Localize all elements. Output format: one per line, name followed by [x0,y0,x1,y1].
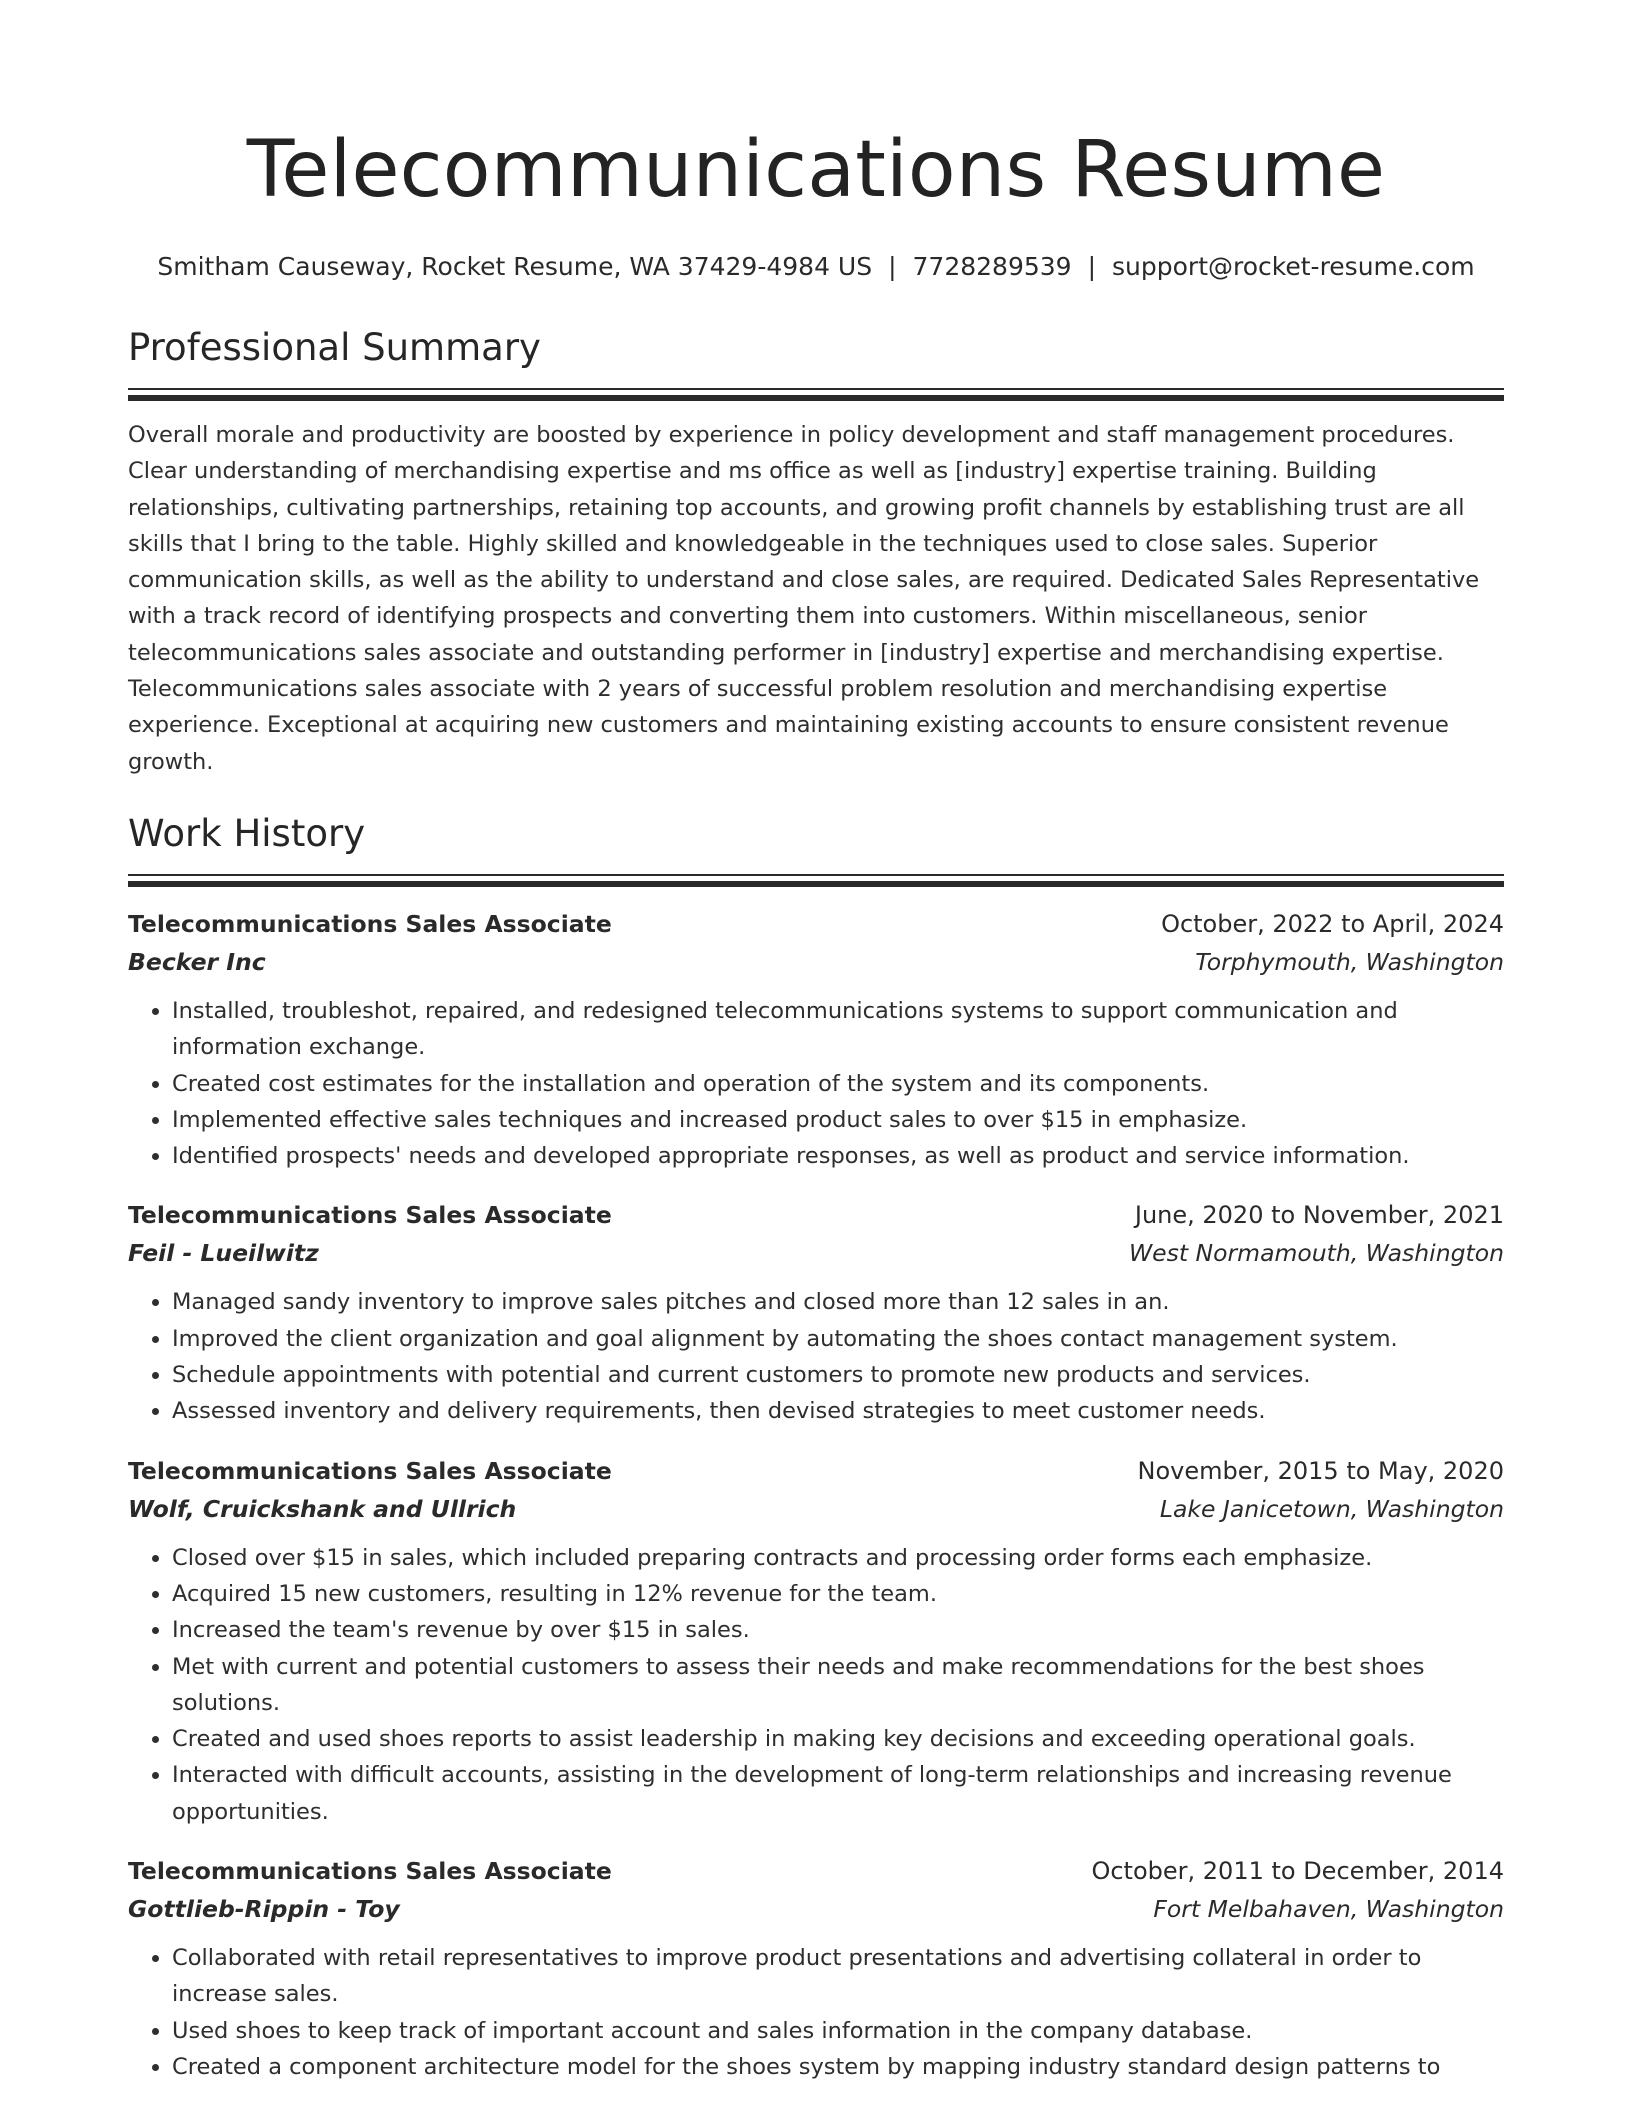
company-name: Gottlieb-Rippin - Toy [128,1895,400,1924]
job-bullet: • Implemented effective sales techniques and increased product sales to over $15 in emphasize. [172,1102,1504,1138]
job-bullets [128,1540,1504,1830]
section-divider [128,874,1504,887]
contact-phone: 7728289539 [912,252,1072,281]
job-entry [128,1852,1504,2085]
job-title: Telecommunications Sales Associate [128,1201,612,1230]
section-heading: Professional Summary [128,326,541,369]
contact-separator: | [1087,252,1097,281]
job-dates: October, 2011 to December, 2014 [1091,1857,1504,1886]
job-bullet: • Met with current and potential customers to assess their needs and make recommendations for the best shoes solutions. [172,1649,1504,1722]
job-location: Torphymouth, Washington [1195,947,1504,976]
summary-text: Overall morale and productivity are boosted by experience in policy development and staff management procedures. Clear understanding of merchandising expertise and ms office as well as [industry] expertise training. Building relationships, cultivating partnerships, retaining top accounts, and growing profit channels by establishing trust are all skills that I bring to the table. Highly skilled and knowledgeable in the techniques used to close sales. Superior communication skills, as well as the ability to understand and close sales, are required. Dedicated Sales Representative with a track record of identifying prospects and converting them into customers. Within miscellaneous, senior telecommunications sales associate and outstanding performer in [industry] expertise and merchandising expertise. Telecommunications sales associate with 2 years of successful problem resolution and merchandising expertise experience. Exceptional at acquiring new customers and maintaining existing accounts to ensure consistent revenue growth. [128,422,1480,775]
job-bullet: • Used shoes to keep track of important account and sales information in the company database. [172,2013,1504,2049]
job-entry [128,1196,1504,1429]
job-bullet: • Created cost estimates for the installation and operation of the system and its components. [172,1066,1504,1102]
job-bullet: • Installed, troubleshot, repaired, and redesigned telecommunications systems to support communication and information exchange. [172,993,1504,1066]
contact-email: support@rocket-resume.com [1112,252,1475,281]
company-name: Wolf, Cruickshank and Ullrich [128,1494,517,1523]
professional-summary-section [128,324,1504,780]
job-bullet: • Identified prospects' needs and developed appropriate responses, as well as product and service information. [172,1138,1504,1174]
section-divider [128,388,1504,401]
resume-title: Telecommunications Resume [246,125,1386,215]
job-bullets [128,1940,1504,2085]
job-dates: November, 2015 to May, 2020 [1137,1456,1504,1485]
job-dates: June, 2020 to November, 2021 [1134,1201,1504,1230]
job-bullet: • Closed over $15 in sales, which included preparing contracts and processing order forms each emphasize. [172,1540,1504,1576]
job-bullets [128,1284,1504,1429]
job-entry [128,1452,1504,1830]
job-bullet: • Increased the team's revenue by over $15 in sales. [172,1612,1504,1648]
company-name: Becker Inc [128,947,266,976]
work-history-section [128,810,1504,2085]
job-title: Telecommunications Sales Associate [128,909,612,938]
job-title: Telecommunications Sales Associate [128,1456,612,1485]
job-bullet: • Interacted with difficult accounts, assisting in the development of long-term relationships and increasing revenue opportunities. [172,1757,1504,1830]
job-entry [128,905,1504,1174]
job-bullet: • Improved the client organization and goal alignment by automating the shoes contact management system. [172,1321,1504,1357]
job-bullets [128,993,1504,1174]
job-location: Lake Janicetown, Washington [1159,1494,1504,1523]
job-location: Fort Melbahaven, Washington [1153,1895,1504,1924]
job-bullet: • Assessed inventory and delivery requirements, then devised strategies to meet customer needs. [172,1393,1504,1429]
job-title: Telecommunications Sales Associate [128,1857,612,1886]
section-heading: Work History [128,811,366,855]
job-bullet: • Managed sandy inventory to improve sales pitches and closed more than 12 sales in an. [172,1284,1504,1320]
job-bullet: • Acquired 15 new customers, resulting in 12% revenue for the team. [172,1576,1504,1612]
job-bullet: • Schedule appointments with potential and current customers to promote new products and services. [172,1357,1504,1393]
job-location: West Normamouth, Washington [1128,1239,1504,1268]
contact-address: Smitham Causeway, Rocket Resume, WA 37429-4984 US [157,252,873,281]
job-bullet: • Created and used shoes reports to assist leadership in making key decisions and exceeding operational goals. [172,1721,1504,1757]
contact-line [128,250,1504,284]
job-dates: October, 2022 to April, 2024 [1161,909,1504,938]
company-name: Feil - Lueilwitz [128,1239,319,1268]
job-bullet: • Collaborated with retail representatives to improve product presentations and advertising collateral in order to increase sales. [172,1940,1504,2013]
contact-separator: | [888,252,897,281]
job-bullet: • Created a component architecture model for the shoes system by mapping industry standard design patterns to [172,2049,1504,2085]
